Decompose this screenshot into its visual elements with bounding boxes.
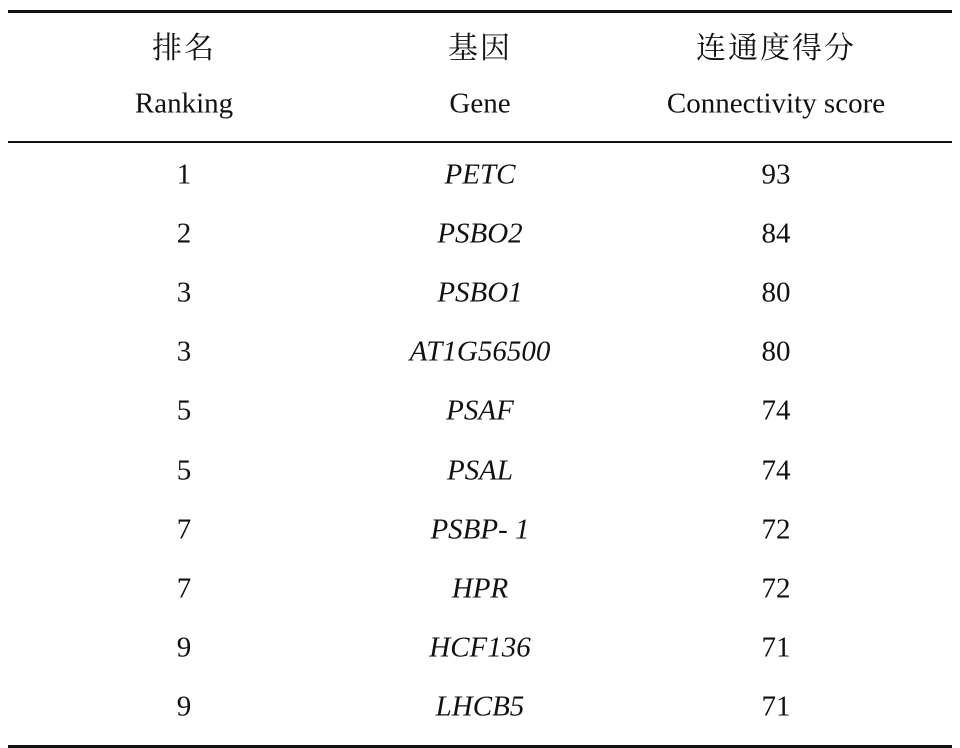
table-row bbox=[8, 323, 952, 382]
table-row bbox=[8, 204, 952, 263]
score-cell: 93 bbox=[761, 158, 791, 191]
header-score-en: Connectivity score bbox=[666, 87, 886, 120]
table-row bbox=[8, 145, 952, 204]
gene-cell: LHCB5 bbox=[435, 690, 525, 723]
rank-cell: 5 bbox=[176, 454, 192, 487]
bottom-rule bbox=[8, 745, 952, 748]
score-cell: 72 bbox=[761, 572, 791, 605]
rank-cell: 7 bbox=[176, 513, 192, 546]
ranking-table bbox=[8, 10, 952, 748]
table-row bbox=[8, 263, 952, 322]
header-row-chinese bbox=[8, 13, 952, 77]
header-row-english bbox=[8, 77, 952, 131]
rank-cell: 7 bbox=[176, 572, 192, 605]
header-gene-en: Gene bbox=[449, 87, 511, 120]
score-cell: 80 bbox=[761, 335, 791, 368]
score-cell: 74 bbox=[761, 394, 791, 427]
score-cell: 71 bbox=[761, 631, 791, 664]
table-row bbox=[8, 382, 952, 441]
table-row bbox=[8, 559, 952, 618]
rank-cell: 5 bbox=[176, 394, 192, 427]
rank-cell: 3 bbox=[176, 276, 192, 309]
gene-cell: HPR bbox=[451, 572, 509, 605]
gene-cell: PETC bbox=[444, 158, 516, 191]
score-cell: 84 bbox=[761, 217, 791, 250]
table-row bbox=[8, 619, 952, 678]
table-row bbox=[8, 500, 952, 559]
rank-cell: 9 bbox=[176, 690, 192, 723]
table-body bbox=[8, 143, 952, 743]
rank-cell: 2 bbox=[176, 217, 192, 250]
header-ranking-zh: 排名 bbox=[152, 31, 216, 66]
header-score-zh: 连通度得分 bbox=[696, 31, 856, 66]
table-row bbox=[8, 441, 952, 500]
rank-cell: 3 bbox=[176, 335, 192, 368]
gene-cell: PSBO2 bbox=[437, 217, 523, 250]
gene-cell: PSAL bbox=[446, 454, 514, 487]
header-ranking-en: Ranking bbox=[134, 87, 234, 120]
gene-cell: AT1G56500 bbox=[409, 335, 551, 368]
gene-cell: PSBO1 bbox=[437, 276, 523, 309]
score-cell: 71 bbox=[761, 690, 791, 723]
gene-cell: PSBP- 1 bbox=[430, 513, 530, 546]
table-row bbox=[8, 678, 952, 737]
score-cell: 72 bbox=[761, 513, 791, 546]
score-cell: 80 bbox=[761, 276, 791, 309]
header-gene-zh: 基因 bbox=[448, 31, 512, 66]
gene-cell: PSAF bbox=[446, 394, 514, 427]
gene-cell: HCF136 bbox=[429, 631, 531, 664]
rank-cell: 9 bbox=[176, 631, 192, 664]
score-cell: 74 bbox=[761, 454, 791, 487]
rank-cell: 1 bbox=[176, 158, 192, 191]
